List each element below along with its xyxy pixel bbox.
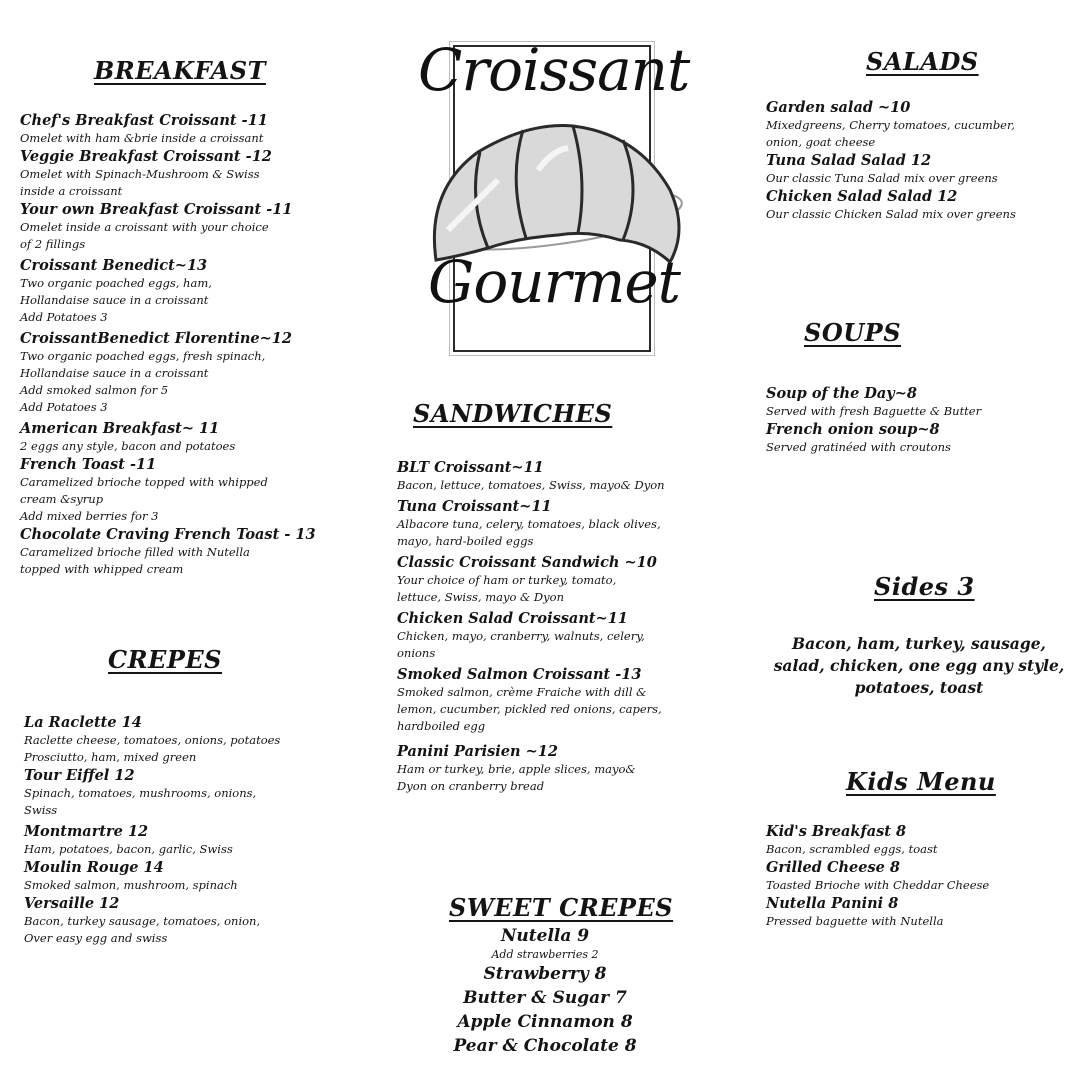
salads-heading: SALADS [866,47,979,76]
item-desc: Smoked salmon, crème Fraiche with dill & lemon, cucumber, pickled red onions, capers, hardboiled egg [397,685,662,733]
item-name: Smoked Salmon Croissant -13 [397,666,642,683]
item-name: Soup of the Day~8 [766,385,917,402]
item-name: Grilled Cheese 8 [766,859,901,876]
menu-item [397,553,727,606]
item-desc: Albacore tuna, celery, tomatoes, black olives, mayo, hard-boiled eggs [397,517,661,548]
crepes-heading: CREPES [108,645,223,674]
menu-item [20,111,350,147]
item-name: Nutella 9 [500,926,590,946]
item-desc: Chicken, mayo, cranberry, walnuts, celery, onions [397,629,645,660]
item-desc: Add strawberries 2 [491,948,599,961]
logo-text-gourmet: Gourmet [428,248,680,316]
item-name: Panini Parisien ~12 [397,743,558,760]
kids-menu-section [766,822,1071,930]
item-desc: Smoked salmon, mushroom, spinach [24,878,238,892]
menu-item [766,98,1071,151]
item-name: Veggie Breakfast Croissant -12 [20,148,272,165]
item-desc: Bacon, turkey sausage, tomatoes, onion, Over easy egg and swiss [24,914,261,945]
soups-heading: SOUPS [804,318,902,347]
item-desc: Served gratinéed with croutons [766,440,951,454]
menu-item [766,384,1071,420]
item-name: Classic Croissant Sandwich ~10 [397,554,657,571]
menu-item [397,609,727,662]
item-name: American Breakfast~ 11 [20,420,220,437]
item-name: Butter & Sugar 7 [463,988,627,1008]
menu-item [20,256,350,326]
item-name: Garden salad ~10 [766,99,911,116]
item-desc: Two organic poached eggs, fresh spinach, Hollandaise sauce in a croissant Add smoked salmon for 5 Add Potatoes 3 [20,349,266,414]
item-name: Chef's Breakfast Croissant -11 [20,112,268,129]
sides-list: Bacon, ham, turkey, sausage, salad, chicken, one egg any style, potatoes, toast [773,634,1065,697]
item-name: Versaille 12 [24,895,120,912]
item-desc: 2 eggs any style, bacon and potatoes [20,439,236,453]
item-desc: Two organic poached eggs, ham, Hollandaise sauce in a croissant Add Potatoes 3 [20,276,212,324]
sandwiches-section [397,458,727,795]
item-desc: Our classic Chicken Salad mix over greens [766,207,1016,221]
item-name: Nutella Panini 8 [766,895,899,912]
menu-item [420,1034,670,1058]
item-desc: Omelet with Spinach-Mushroom & Swiss inside a croissant [20,167,260,198]
item-desc: Mixedgreens, Cherry tomatoes, cucumber, onion, goat cheese [766,118,1015,149]
menu-item [20,200,350,253]
item-name: Kid's Breakfast 8 [766,823,907,840]
menu-item [766,858,1071,894]
item-name: Chicken Salad Salad 12 [766,188,958,205]
menu-item [20,525,350,578]
item-name: Tour Eiffel 12 [24,767,135,784]
item-desc: Pressed baguette with Nutella [766,914,944,928]
sandwiches-heading: SANDWICHES [413,399,613,428]
soups-section [766,384,1071,456]
menu-item [20,329,350,416]
menu-item [20,147,350,200]
menu-item [766,151,1071,187]
item-name: French Toast -11 [20,456,157,473]
menu-item [420,962,670,986]
item-desc: Omelet with ham &brie inside a croissant [20,131,264,145]
item-desc: Toasted Brioche with Cheddar Cheese [766,878,990,892]
logo-text-croissant: Croissant [418,36,690,104]
item-name: Moulin Rouge 14 [24,859,164,876]
menu-item [20,455,350,525]
menu-item [397,665,727,735]
menu-item [766,187,1071,223]
item-desc: Caramelized brioche filled with Nutella topped with whipped cream [20,545,250,576]
item-name: Your own Breakfast Croissant -11 [20,201,293,218]
item-name: BLT Croissant~11 [397,459,544,476]
menu-item [24,713,354,766]
item-name: Tuna Salad Salad 12 [766,152,932,169]
item-desc: Our classic Tuna Salad mix over greens [766,171,998,185]
salads-section [766,98,1071,223]
item-name: Croissant Benedict~13 [20,257,208,274]
sweet-crepes-heading: SWEET CREPES [449,893,674,922]
item-desc: Your choice of ham or turkey, tomato, lettuce, Swiss, mayo & Dyon [397,573,617,604]
item-desc: Omelet inside a croissant with your choice of 2 fillings [20,220,269,251]
item-desc: Ham, potatoes, bacon, garlic, Swiss [24,842,233,856]
menu-item [24,822,354,858]
menu-item [420,986,670,1010]
item-name: CroissantBenedict Florentine~12 [20,330,292,347]
item-name: Tuna Croissant~11 [397,498,552,515]
menu-item [24,894,354,947]
sides-heading: Sides 3 [874,572,975,601]
item-desc: Served with fresh Baguette & Butter [766,404,982,418]
menu-item [420,924,670,962]
menu-item [766,420,1071,456]
item-desc: Ham or turkey, brie, apple slices, mayo& Dyon on cranberry bread [397,762,636,793]
menu-item [766,894,1071,930]
item-desc: Raclette cheese, tomatoes, onions, potatoes Prosciutto, ham, mixed green [24,733,281,764]
item-desc: Spinach, tomatoes, mushrooms, onions, Swiss [24,786,257,817]
menu-item [24,858,354,894]
item-name: Pear & Chocolate 8 [453,1036,637,1056]
menu-item [24,766,354,819]
menu-item [766,822,1071,858]
menu-item [397,497,727,550]
menu-item [397,742,727,795]
item-desc: Bacon, scrambled eggs, toast [766,842,938,856]
item-name: Chicken Salad Croissant~11 [397,610,628,627]
sweet-crepes-section [420,924,670,1058]
item-name: La Raclette 14 [24,714,142,731]
kids-menu-heading: Kids Menu [846,767,996,796]
logo [408,30,698,330]
item-name: Strawberry 8 [483,964,607,984]
menu-item [20,419,350,455]
menu-item [397,458,727,494]
item-desc: Bacon, lettuce, tomatoes, Swiss, mayo& Dyon [397,478,665,492]
breakfast-section [20,111,350,578]
crepes-section [24,713,354,947]
item-name: Apple Cinnamon 8 [457,1012,633,1032]
item-name: French onion soup~8 [766,421,940,438]
breakfast-heading: BREAKFAST [94,56,266,85]
menu-item [420,1010,670,1034]
item-name: Chocolate Craving French Toast - 13 [20,526,316,543]
item-name: Montmartre 12 [24,823,149,840]
item-desc: Caramelized brioche topped with whipped cream &syrup Add mixed berries for 3 [20,475,268,523]
